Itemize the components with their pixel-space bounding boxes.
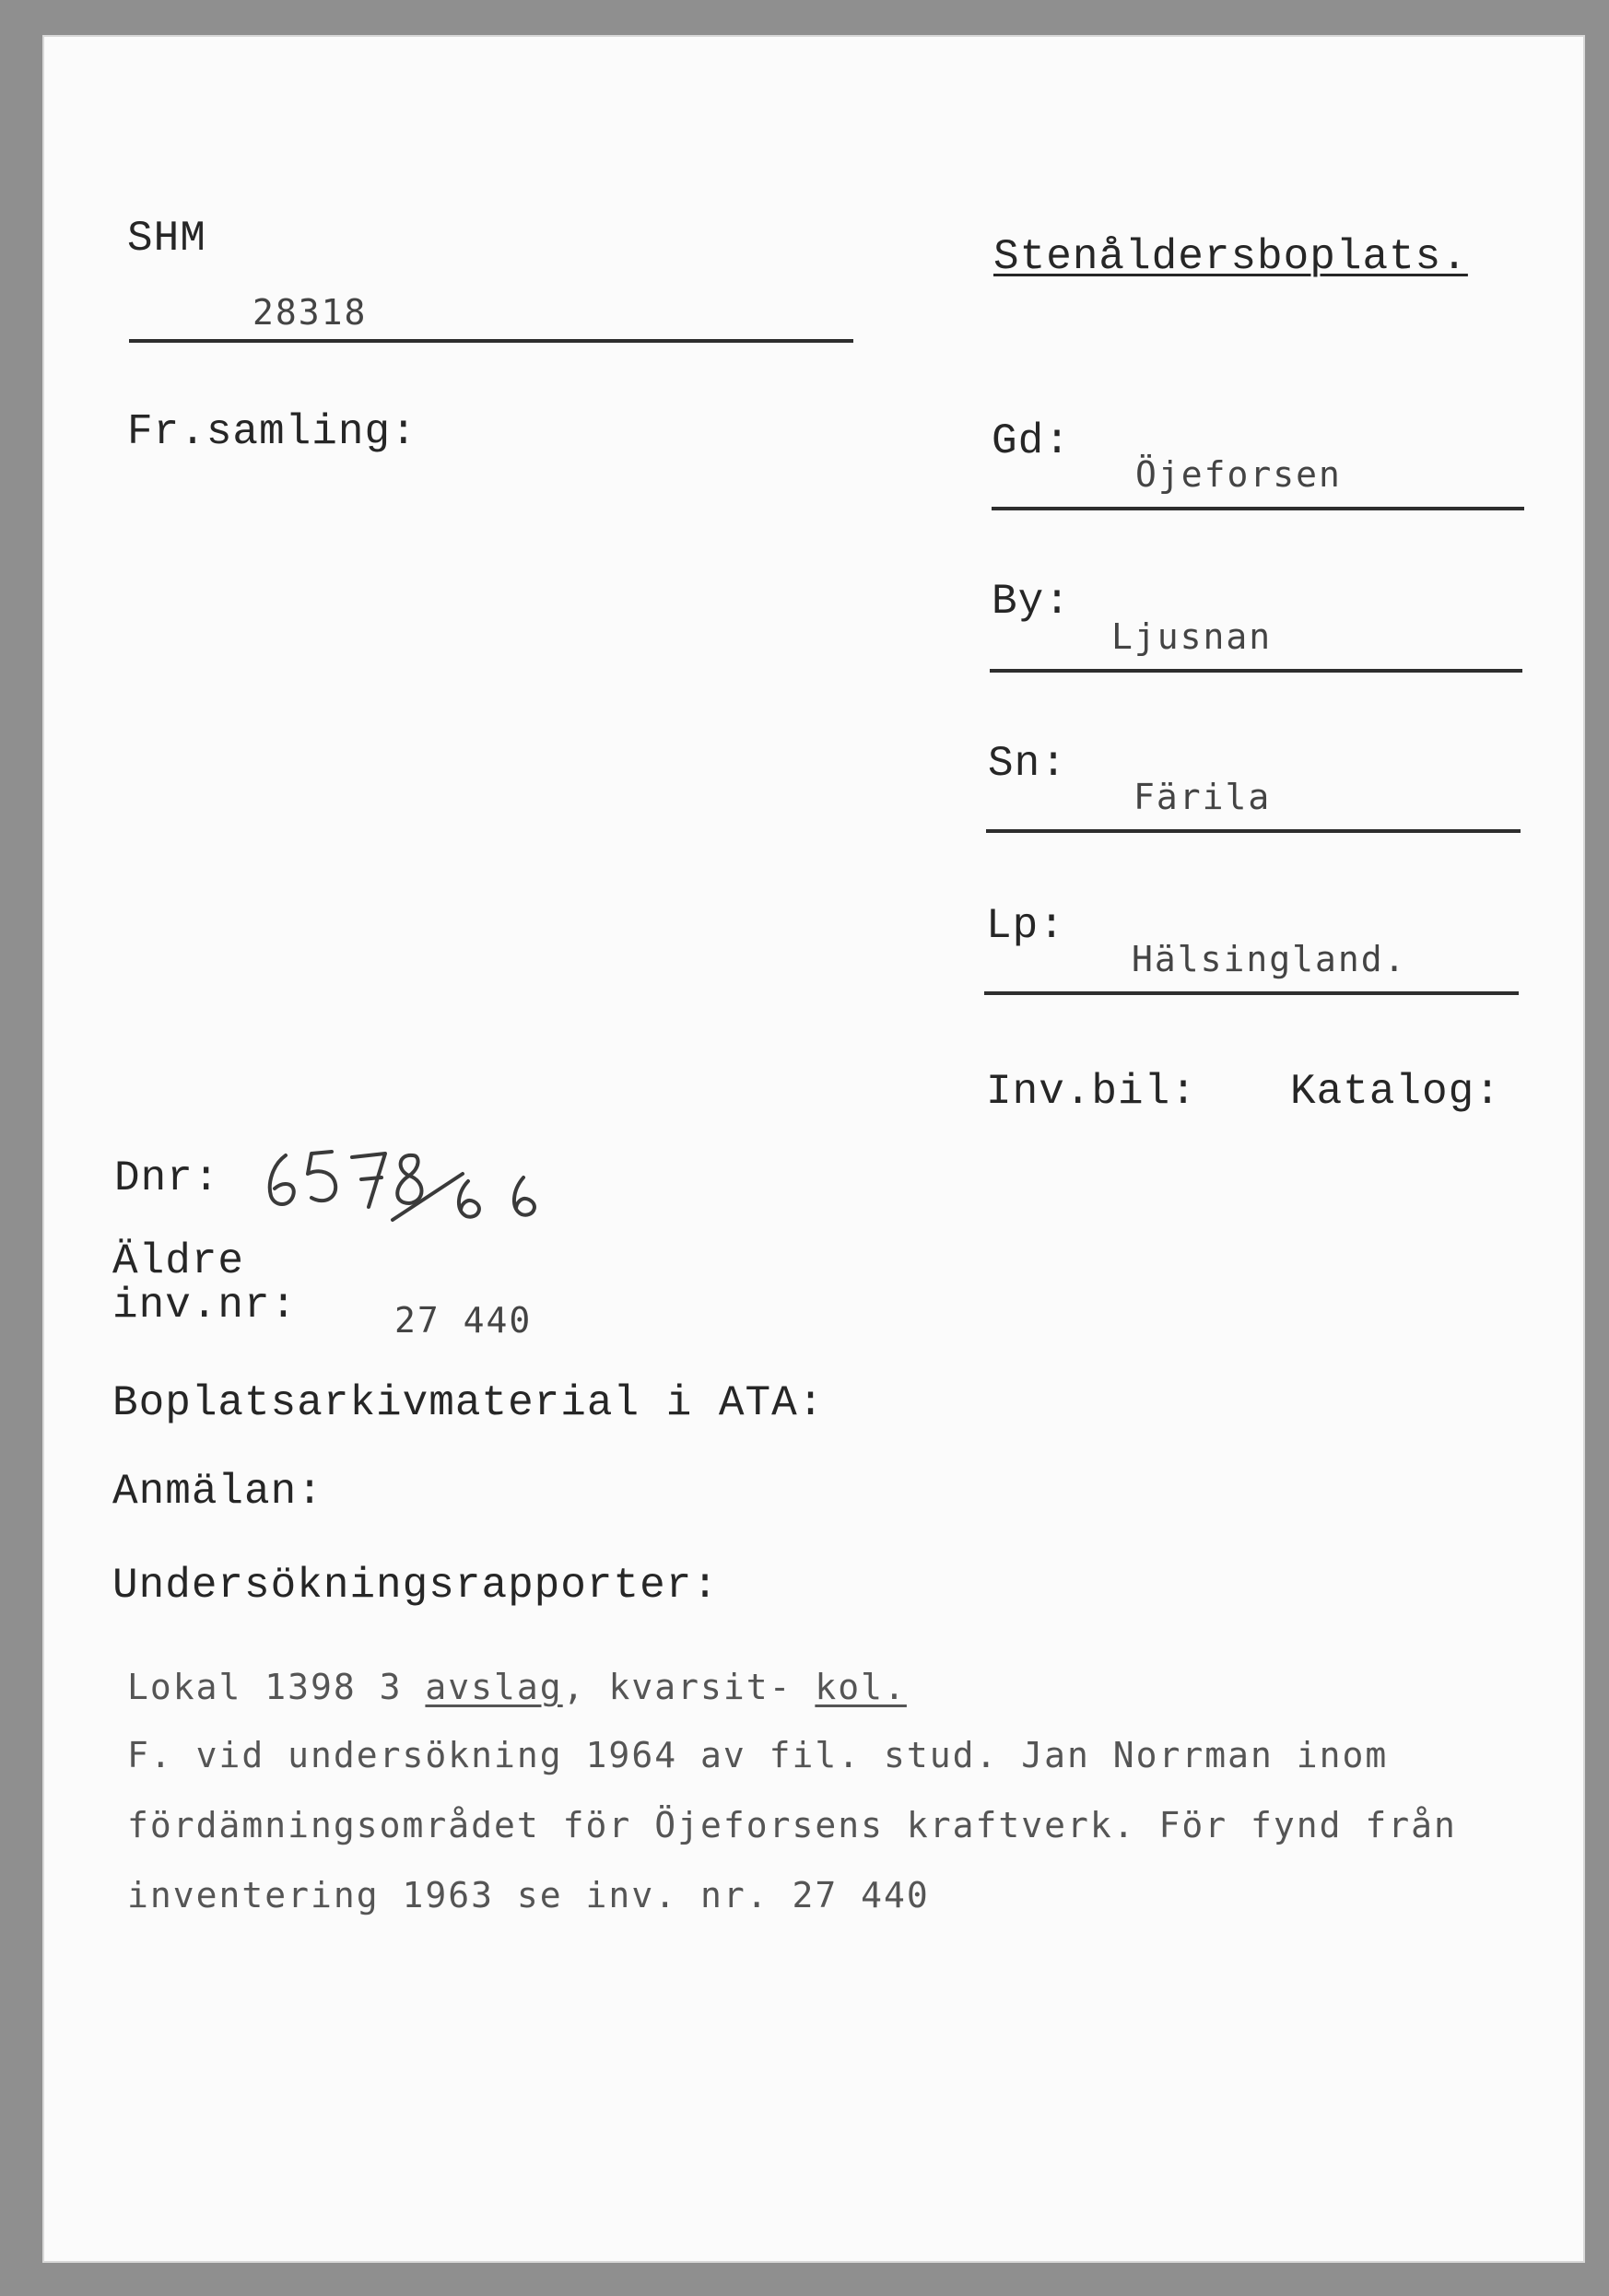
sn-rule (986, 829, 1521, 833)
sn-value: Färila (1133, 777, 1272, 817)
gd-rule (992, 507, 1524, 510)
lp-label: Lp: (986, 902, 1065, 950)
gd-label: Gd: (992, 417, 1071, 465)
aldre-label: Äldre (112, 1237, 245, 1285)
dnr-label: Dnr: (114, 1154, 220, 1202)
by-rule (990, 669, 1522, 673)
dnr-handwritten (254, 1137, 623, 1248)
undersok-label: Undersökningsrapporter: (112, 1562, 719, 1610)
header-rule-left (129, 339, 853, 343)
invnr-value: 27 440 (394, 1300, 533, 1341)
fr-samling-label: Fr.samling: (127, 408, 417, 456)
by-value: Ljusnan (1111, 616, 1273, 657)
notes-line-1-a: Lokal 1398 3 (127, 1667, 426, 1707)
catalog-card (42, 35, 1585, 2263)
anmalan-label: Anmälan: (112, 1468, 323, 1516)
katalog-label: Katalog: (1290, 1068, 1501, 1116)
site-type: Stenåldersboplats. (993, 233, 1468, 281)
inv-bil-label: Inv.bil: (986, 1068, 1197, 1116)
notes-line-4: inventering 1963 se inv. nr. 27 440 (127, 1875, 930, 1915)
by-label: By: (992, 578, 1071, 626)
notes-line-3: fördämningsområdet för Öjeforsens kraftverk. För fynd från (127, 1805, 1457, 1845)
boplats-label: Boplatsarkivmaterial i ATA: (112, 1379, 825, 1427)
notes-line-1-c: , kvarsit- (562, 1667, 816, 1707)
catalog-number: 28318 (253, 292, 368, 333)
gd-value: Öjeforsen (1135, 454, 1342, 495)
sn-label: Sn: (988, 740, 1067, 788)
museum-code: SHM (127, 215, 206, 263)
notes-line-1 (127, 1667, 907, 1707)
lp-value: Hälsingland. (1132, 939, 1407, 979)
invnr-label: inv.nr: (112, 1282, 298, 1330)
notes-line-1-d: kol. (815, 1667, 907, 1707)
notes-line-1-b: avslag (425, 1667, 563, 1707)
lp-rule (984, 991, 1519, 995)
notes-line-2: F. vid undersökning 1964 av fil. stud. Jan Norrman inom (127, 1735, 1389, 1775)
